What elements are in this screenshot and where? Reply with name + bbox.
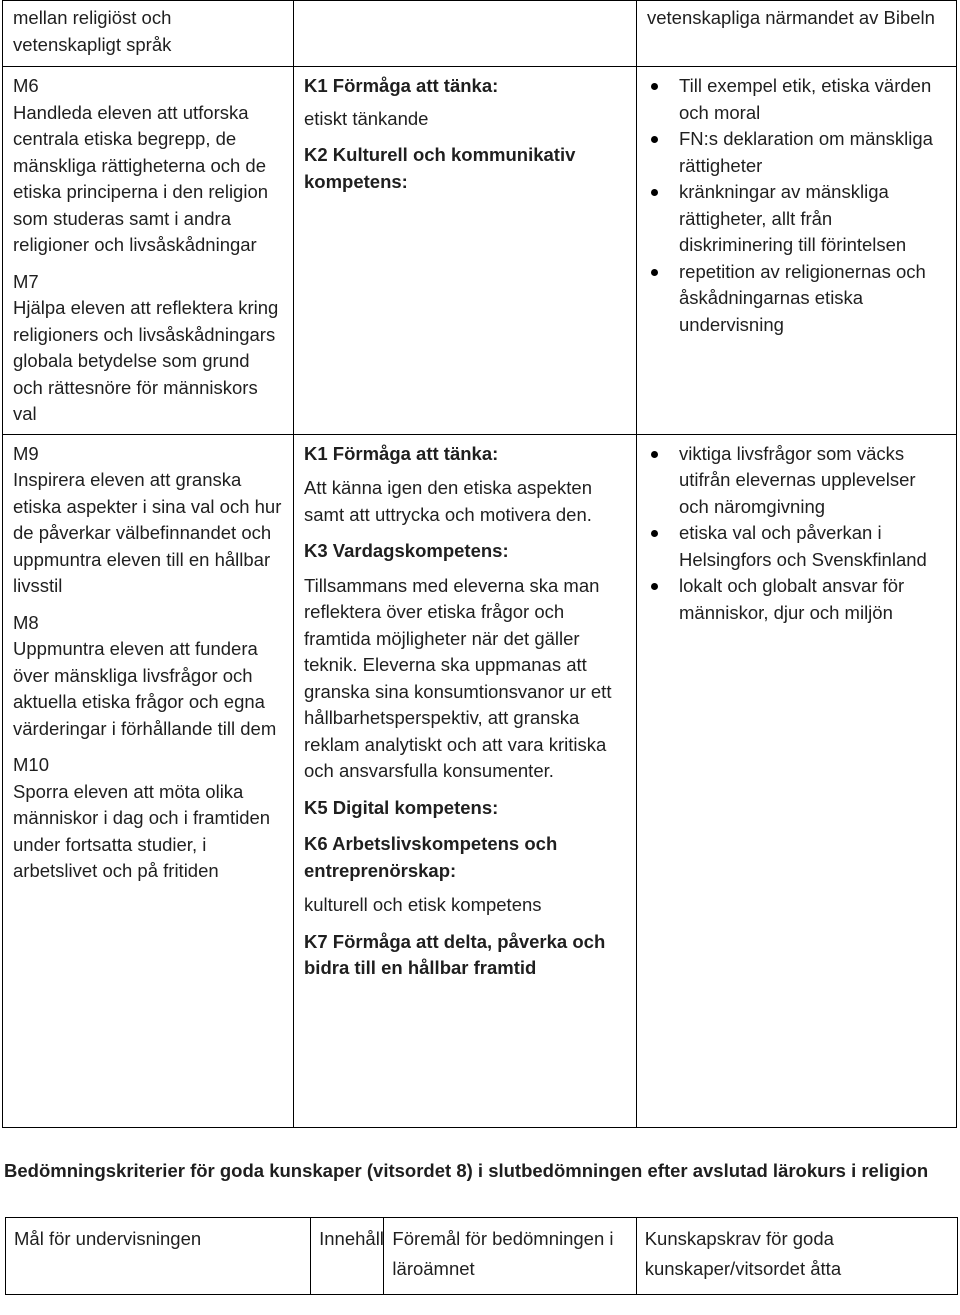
goal-code: M7 [13, 270, 39, 292]
competence-block [304, 929, 626, 982]
content-list [647, 441, 946, 627]
goal-text: mellan religiöst och vetenskapligt språk [13, 7, 172, 55]
content-cell [637, 67, 957, 435]
competence-heading: K6 Arbetslivskompetens och entreprenörskap: [304, 833, 558, 881]
goal-block [13, 269, 283, 428]
table-row [3, 1, 957, 67]
bullet-icon [651, 583, 658, 590]
goal-cell [3, 67, 294, 435]
goal-code: M6 [13, 75, 39, 96]
list-item: lokalt och globalt ansvar för människor, djur och miljön [647, 573, 946, 626]
bullet-icon [651, 530, 658, 537]
list-item: FN:s deklaration om mänskliga rättigheter [647, 126, 946, 179]
competence-cell [294, 67, 637, 435]
content-text: vetenskapliga närmandet av Bibeln [647, 7, 935, 28]
list-item: repetition av religionernas och åskådningarnas etiska undervisning [647, 259, 946, 339]
content-cell [637, 1, 957, 67]
competence-block [304, 142, 626, 195]
competence-block [304, 538, 626, 785]
bullet-icon [651, 269, 658, 276]
competence-block [304, 73, 626, 132]
goal-text: Inspirera eleven att granska etiska aspekter i sina val och hur de påverkar välbefinnandet och uppmuntra eleven till en hållbar livsstil [13, 469, 282, 596]
competence-text: Att känna igen den etiska aspekten samt att uttrycka och motivera den. [304, 477, 592, 525]
table-header-row [6, 1218, 958, 1295]
competence-heading: K5 Digital kompetens: [304, 796, 499, 818]
assessment-table [5, 1217, 958, 1295]
goal-code: M10 [13, 754, 49, 775]
goal-code: M9 [13, 442, 39, 464]
competence-block [304, 441, 626, 529]
list-item: kränkningar av mänskliga rättigheter, allt från diskriminering till förintelsen [647, 179, 946, 259]
goal-cell [3, 434, 294, 1127]
bullet-icon [651, 83, 658, 90]
goal-cell [3, 1, 294, 67]
list-item: etiska val och påverkan i Helsingfors och Svenskfinland [647, 520, 946, 573]
competence-heading: K2 Kulturell och kommunikativ kompetens: [304, 144, 576, 192]
goal-text: Hjälpa eleven att reflektera kring religioners och livsåskådningars globala betydelse som grund och rättesnöre för människors val [13, 297, 279, 424]
competence-cell [294, 434, 637, 1127]
goal-code: M8 [13, 611, 39, 633]
table-row [3, 434, 957, 1127]
table-row [3, 67, 957, 435]
bullet-icon [651, 136, 658, 143]
goal-text: Handleda eleven att utforska centrala etiska begrepp, de mänskliga rättigheterna och de etiska principerna i den religion som studeras samt i andra religioner och livsåskådningar [13, 101, 269, 255]
goal-block [13, 441, 283, 600]
goal-text: Sporra eleven att möta olika människor i dag och i framtiden under fortsatta studier, i arbetslivet och på fritiden [13, 780, 271, 881]
content-cell [637, 434, 957, 1127]
column-header: Innehåll [311, 1218, 384, 1295]
competence-text: etiskt tänkande [304, 107, 429, 129]
competence-heading: K1 Förmåga att tänka: [304, 442, 499, 464]
competence-block [304, 795, 626, 822]
competence-text: Tillsammans med eleverna ska man reflektera över etiska frågor och framtida möjligheter när det gäller teknik. Eleverna ska uppmanas att granska sina konsumtionsvanor ur ett hållbarhetsperspektiv, att granska reklam analytiskt och att vara kritiska och ansvarsfulla konsumenter. [304, 574, 612, 781]
list-item: viktiga livsfrågor som väcks utifrån elevernas upplevelser och näromgivning [647, 441, 946, 521]
section-heading: Bedömningskriterier för goda kunskaper (vitsordet 8) i slutbedömningen efter avslutad lärokurs i religion [4, 1160, 929, 1181]
goal-block [13, 752, 283, 885]
goal-block [13, 610, 283, 743]
competence-heading: K7 Förmåga att delta, påverka och bidra till en hållbar framtid [304, 930, 606, 978]
list-item: Till exempel etik, etiska värden och moral [647, 73, 946, 126]
column-header: Föremål för bedömningen i läroämnet [384, 1218, 636, 1295]
competence-cell [294, 1, 637, 67]
goal-block [13, 73, 283, 259]
competence-heading: K1 Förmåga att tänka: [304, 75, 499, 96]
competence-heading: K3 Vardagskompetens: [304, 540, 509, 561]
column-header: Kunskapskrav för goda kunskaper/vitsordet åtta [636, 1218, 957, 1295]
bullet-icon [651, 189, 658, 196]
competence-text: kulturell och etisk kompetens [304, 894, 542, 915]
curriculum-table [2, 0, 957, 1128]
column-header: Mål för undervisningen [6, 1218, 311, 1295]
content-list [647, 73, 946, 338]
competence-block [304, 831, 626, 919]
goal-text: Uppmuntra eleven att fundera över mänskliga livsfrågor och aktuella etiska frågor och egna värderingar i förhållande till dem [13, 638, 277, 739]
bullet-icon [651, 451, 658, 458]
